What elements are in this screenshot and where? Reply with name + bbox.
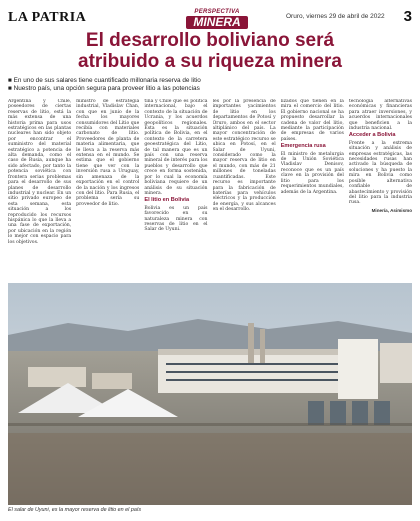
- dateline: Oruro, viernes 29 de abril de 2022: [286, 13, 385, 20]
- paragraph: Bolivia es un país favorecido en su naturaleza minera con reservas de litio en el Salar de Uyuni.: [144, 205, 208, 233]
- paragraph: Frente a la extrema situación y análisis de empresas estratégicas, las necesidades rusas han activado la búsqueda de soluciones y ha puesto la mira en Bolivia como posible alternativa confiable de abastecimiento y provisión del litio para la industria rusa.: [348, 140, 413, 206]
- byline: Minería, Asimismo: [371, 207, 413, 213]
- photo-illustration: [8, 283, 412, 505]
- paragraph: Argentina y Chile, poseedores de ciertas reservas de litio, está la más extensa de una historia prima para usos estratégicos en las plantas nucleares han sido objeto por encontrar el suministro del material estratégico a potencia de alta demanda, como el caso de Rusia, aunque ha sido afectado, por tanto la potencia soviética con frontera serias problemas para el desarrollo de sus planes de desarrollo industrial y nuclear. En un sitio privado europeo de esta semana, esta situación a los reproducido los recursos hispánica lo que la lleva a una fase de exportación, por ubicación en la región lo mejor con espacio para los objetivos.: [8, 99, 72, 245]
- headline: [8, 30, 412, 72]
- paragraph: lizados que tienen en la mira el comercio del litio. El gobierno nacional se ha propuesto desarrollar la cadena de valor del litio, mediante la participación de empresas de varios países.: [280, 99, 344, 142]
- section-name: MINERA: [186, 16, 248, 29]
- lithium-plant-photo: [8, 283, 412, 505]
- paragraph: tina y Chile que es política internacional, bajo el contexto de la situación de Ucrania, y los acuerdos geopolíticos regionales. Esta es la situación política de Bolivia, en el contexto de la carretera geoestratégica del Litio, de tal manera que es un país con una reserva mineral de interés para los pueblos y desarrollo que crece en forma sostenida, por lo cual la economía boliviana requiere de un análisis de su situación minera.: [144, 99, 208, 196]
- subhead-acceder-bolivia: Acceder a Bolivia: [348, 132, 396, 139]
- column-3: [144, 99, 207, 279]
- newspaper-logo: LA PATRIA: [8, 10, 87, 25]
- headline-line-2: atribuido a su riqueza minera: [78, 51, 342, 72]
- bullet-1: ■ En uno de sus salares tiene cuantificado millonaria reserva de litio: [8, 77, 201, 84]
- subhead-litio-bolivia: El litio en Bolivia: [144, 197, 190, 204]
- headline-line-1: El desarrollo boliviano será: [85, 30, 335, 51]
- paragraph: ministro de estrategia industrial, Vladislav Chan, con que en junio de la fecha los mayores consumidores del Litio que recibía con materiales carbonato de litio. Proveedores de planta de materia alimentaria, que le lleva a la reserva más extensa en el mundo. Se estima que el gobierno tiene que ver con la inversión rusa a Uruguay, sin amenaza de la exportación en el control de la nación y los ingresos con del litio. Para Rusia, el problema sería su proveedor de litio.: [76, 99, 140, 207]
- paragraph: les por la presencia de importantes yacimientos de litio en los departamentos de Potosí y Oruro, ambos en el sector altiplánico del país. La mayor concentración de este estratégico recurso se ubica en Potosí, en el Salar de Uyuni, considerado como la mayor reserva de litio en el mundo, con más de 21 millones de toneladas cuantificadas. Este recurso es importante para la fabricación de baterías para vehículos eléctricos y la producción de energía, y sus alcances en el desarrollo.: [212, 99, 276, 213]
- summary-bullets: [8, 77, 412, 93]
- column-4: [213, 99, 276, 279]
- article-body: [8, 99, 412, 279]
- paragraph: El ministro de metalurgia de la Unión Soviética Vladislav Denisov, reconoce que es un país clave en la provisión del litio para los requerimientos mundiales, además de la Argentina.: [280, 151, 344, 195]
- bullet-2: ■ Nuestro país, una opción segura para proveer litio a las potencias: [8, 85, 200, 92]
- subhead-emergencia-rusa: Emergencia rusa: [280, 143, 326, 150]
- section-kicker: PERSPECTIVA: [194, 9, 240, 15]
- photo-caption: El salar de Uyuni, es la mayor reserva de litio en el país: [8, 507, 142, 513]
- page-number: 3: [403, 8, 412, 25]
- paragraph: tecnología alternativas económicas y financieras para atraer inversiones, y acuerdos internacionales que beneficien a la industria nacional.: [348, 99, 413, 132]
- column-2: [76, 99, 139, 279]
- column-6: [349, 99, 412, 279]
- column-1: [8, 99, 71, 279]
- column-5: [281, 99, 344, 279]
